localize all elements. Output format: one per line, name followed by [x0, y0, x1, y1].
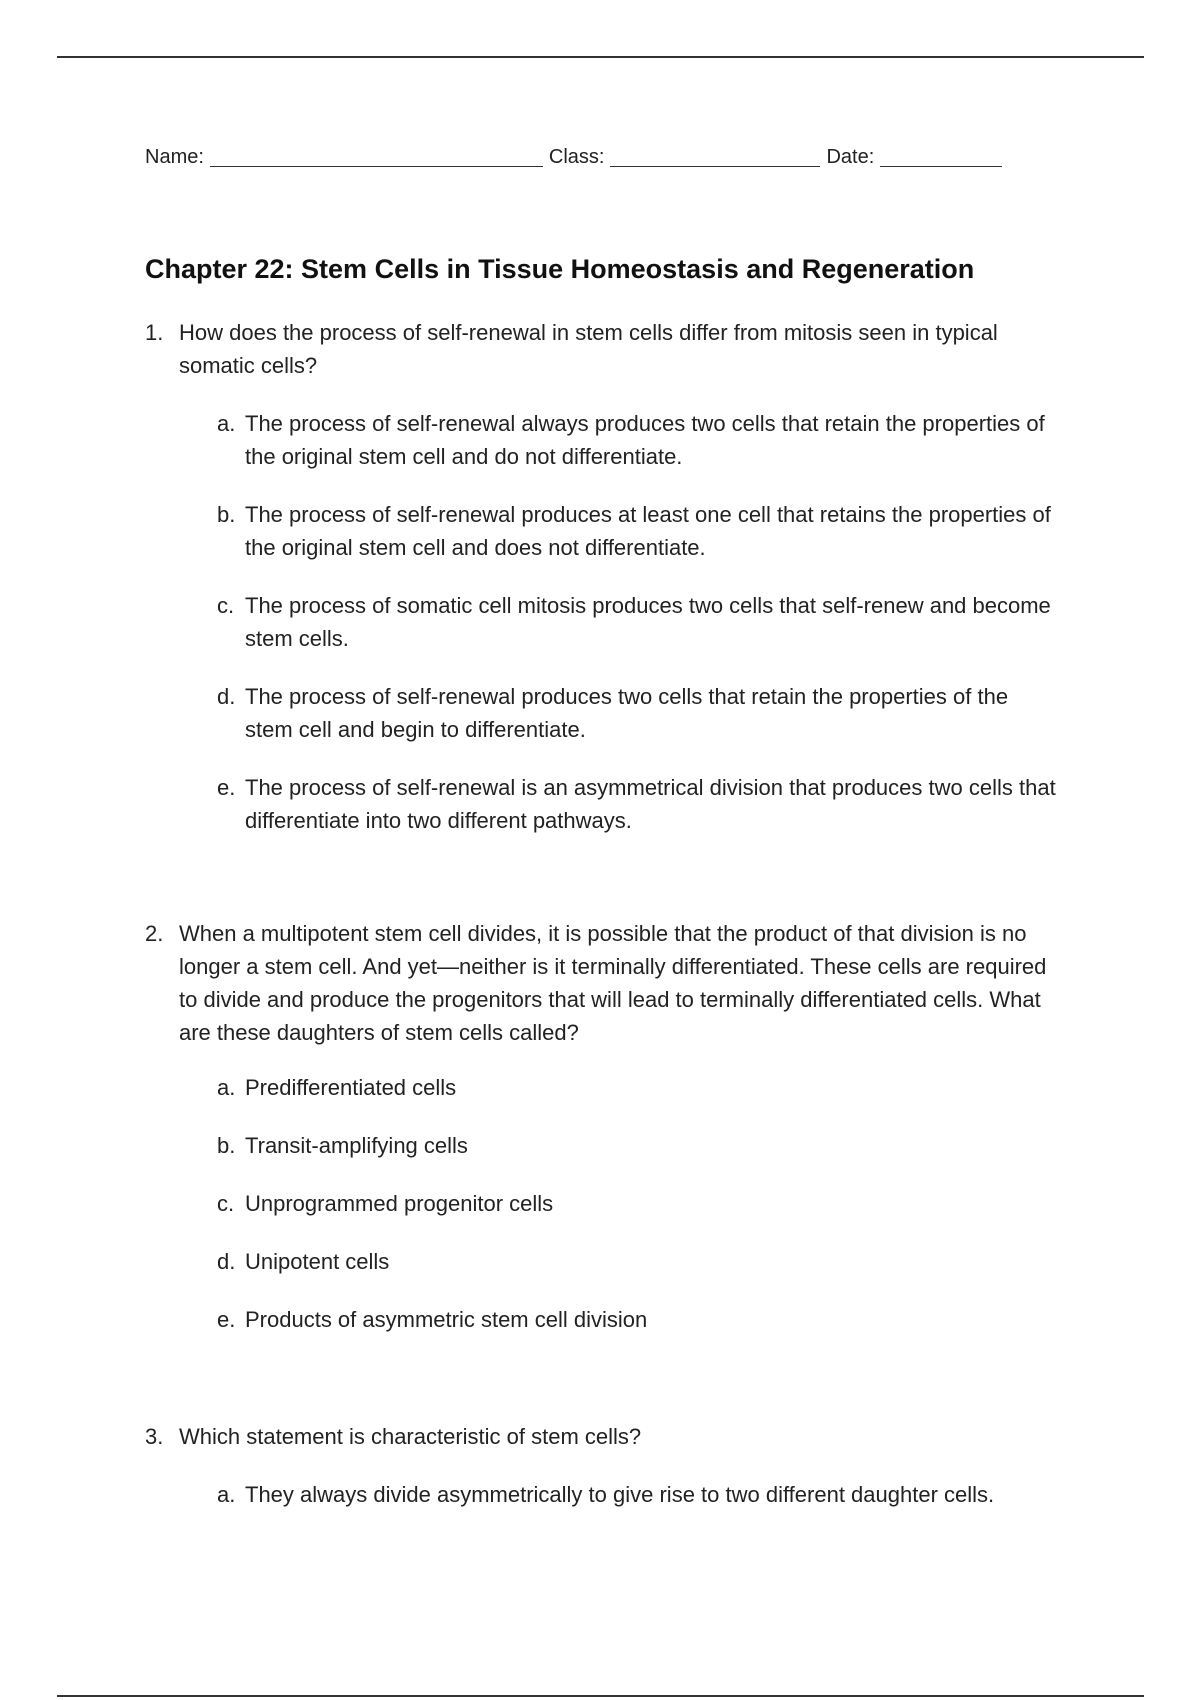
answer-option — [217, 1245, 1057, 1278]
question-stem — [145, 316, 1065, 382]
option-text: The process of self-renewal is an asymmetrical division that produces two cells that differentiate into two different pathways. — [245, 775, 1056, 833]
answer-options — [145, 1071, 1065, 1336]
answer-option — [217, 589, 1057, 655]
question-number: 3. — [145, 1424, 164, 1449]
answer-option — [217, 498, 1057, 564]
question-number: 1. — [145, 320, 164, 345]
answer-options — [145, 407, 1065, 837]
top-rule — [57, 56, 1144, 58]
option-letter: e. — [217, 1307, 236, 1332]
answer-option — [217, 771, 1057, 837]
option-letter: a. — [217, 1482, 236, 1507]
option-text: The process of self-renewal produces two cells that retain the properties of the stem cell and begin to differentiate. — [245, 684, 1009, 742]
answer-option — [217, 1187, 1057, 1220]
option-letter: a. — [217, 411, 236, 436]
option-text: Unprogrammed progenitor cells — [245, 1191, 554, 1216]
name-blank — [210, 146, 543, 167]
question-text: When a multipotent stem cell divides, it is possible that the product of that division is no longer a stem cell. And yet—neither is it terminally differentiated. These cells are required to divide and produce the progenitors that will lead to terminally differentiated cells. What are these daughters of stem cells called? — [179, 921, 1047, 1045]
class-label: Class: — [548, 146, 605, 168]
question-stem — [145, 1420, 1065, 1453]
answer-option — [217, 407, 1057, 473]
answer-options — [145, 1478, 1065, 1511]
question-stem — [145, 917, 1065, 1049]
date-label: Date: — [826, 146, 875, 168]
question-text: How does the process of self-renewal in stem cells differ from mitosis seen in typical somatic cells? — [179, 320, 998, 378]
bottom-rule — [57, 1695, 1144, 1697]
option-text: The process of self-renewal always produces two cells that retain the properties of the original stem cell and do not differentiate. — [245, 411, 1045, 469]
option-letter: a. — [217, 1075, 236, 1100]
question-3 — [145, 1420, 1065, 1511]
option-letter: b. — [217, 502, 236, 527]
date-blank — [880, 146, 1002, 167]
option-letter: d. — [217, 1249, 236, 1274]
answer-option — [217, 680, 1057, 746]
question-number: 2. — [145, 921, 164, 946]
option-letter: b. — [217, 1133, 236, 1158]
question-2 — [145, 917, 1065, 1336]
option-text: Unipotent cells — [245, 1249, 390, 1274]
option-text: Products of asymmetric stem cell division — [245, 1307, 648, 1332]
class-blank — [610, 146, 820, 167]
question-text: Which statement is characteristic of stem cells? — [179, 1424, 642, 1449]
chapter-title: Chapter 22: Stem Cells in Tissue Homeostasis and Regeneration — [145, 254, 975, 284]
option-letter: c. — [217, 1191, 235, 1216]
answer-option — [217, 1303, 1057, 1336]
option-letter: e. — [217, 775, 236, 800]
answer-option — [217, 1071, 1057, 1104]
name-label: Name: — [145, 146, 204, 168]
option-letter: c. — [217, 593, 235, 618]
question-1 — [145, 316, 1065, 837]
option-text: The process of self-renewal produces at least one cell that retains the properties of the original stem cell and does not differentiate. — [245, 502, 1051, 560]
option-text: Transit-amplifying cells — [245, 1133, 468, 1158]
option-text: They always divide asymmetrically to give rise to two different daughter cells. — [245, 1482, 995, 1507]
answer-option — [217, 1129, 1057, 1162]
student-info-row — [145, 146, 1008, 169]
option-text: The process of somatic cell mitosis produces two cells that self-renew and become stem cells. — [245, 593, 1051, 651]
option-letter: d. — [217, 684, 236, 709]
answer-option — [217, 1478, 1057, 1511]
option-text: Predifferentiated cells — [245, 1075, 457, 1100]
